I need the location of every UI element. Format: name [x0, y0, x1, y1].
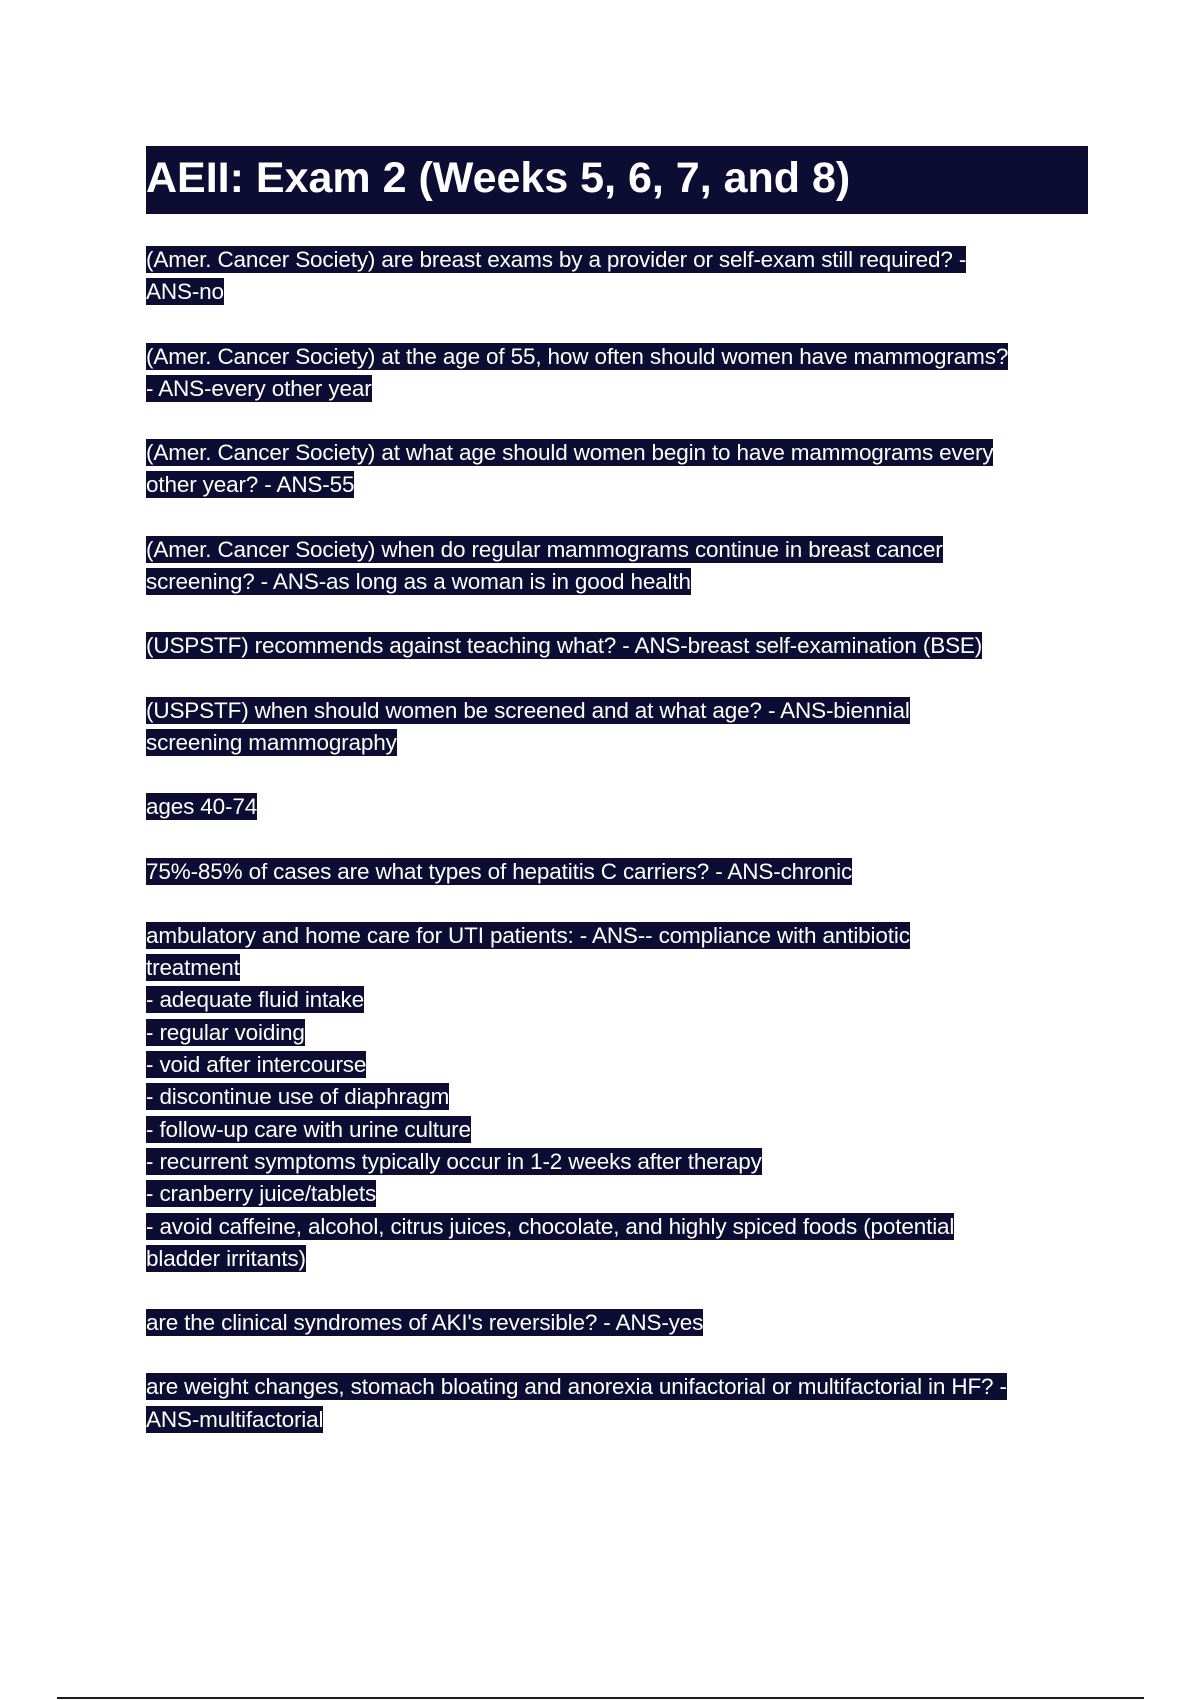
- qa-line: - regular voiding: [146, 1019, 305, 1045]
- qa-line-wrapper: [146, 791, 1096, 823]
- qa-line-wrapper: [146, 856, 1096, 888]
- qa-line: - discontinue use of diaphragm: [146, 1084, 450, 1110]
- qa-entry: [146, 856, 1096, 888]
- qa-line: ambulatory and home care for UTI patients: - ANS-- compliance with antibiotic: [146, 922, 910, 948]
- qa-line-wrapper: [146, 1371, 1096, 1403]
- qa-line: ages 40-74: [146, 794, 258, 820]
- qa-entry: [146, 437, 1096, 502]
- qa-entry: [146, 534, 1096, 599]
- qa-line: treatment: [146, 955, 240, 981]
- qa-line-wrapper: [146, 630, 1096, 662]
- qa-line-wrapper: [146, 1017, 1096, 1049]
- qa-entry: [146, 244, 1096, 309]
- qa-entry: [146, 791, 1096, 823]
- qa-line: - cranberry juice/tablets: [146, 1181, 377, 1207]
- qa-line: - adequate fluid intake: [146, 987, 364, 1013]
- qa-line-wrapper: [146, 534, 1096, 566]
- document-title: AEII: Exam 2 (Weeks 5, 6, 7, and 8): [146, 154, 851, 202]
- qa-line: (Amer. Cancer Society) are breast exams by a provider or self-exam still required? -: [146, 247, 967, 272]
- qa-line-wrapper: [146, 341, 1096, 373]
- qa-line-wrapper: [146, 1404, 1096, 1436]
- qa-line-wrapper: [146, 244, 1096, 276]
- qa-line-wrapper: [146, 1243, 1096, 1275]
- qa-entry: [146, 1307, 1096, 1339]
- qa-line: (Amer. Cancer Society) at the age of 55, how often should women have mammograms?: [146, 343, 1009, 369]
- qa-entry: [146, 920, 1096, 1275]
- qa-line: are the clinical syndromes of AKI's reversible? - ANS-yes: [146, 1310, 704, 1336]
- qa-line: (USPSTF) recommends against teaching what? - ANS-breast self-examination (BSE): [146, 633, 983, 659]
- qa-entry: [146, 341, 1096, 406]
- qa-line: bladder irritants): [146, 1245, 306, 1271]
- qa-line-wrapper: [146, 373, 1096, 405]
- qa-line-wrapper: [146, 566, 1096, 598]
- qa-list: [146, 244, 1096, 1468]
- qa-line-wrapper: [146, 1114, 1096, 1146]
- qa-line: are weight changes, stomach bloating and anorexia unifactorial or multifactorial in HF? -: [146, 1374, 1007, 1400]
- qa-line-wrapper: [146, 437, 1096, 469]
- qa-line: (Amer. Cancer Society) when do regular mammograms continue in breast cancer: [146, 536, 943, 562]
- qa-line-wrapper: [146, 920, 1096, 952]
- qa-line-wrapper: [146, 1081, 1096, 1113]
- qa-line: screening mammography: [146, 729, 397, 755]
- qa-line-wrapper: [146, 1307, 1096, 1339]
- qa-line: - recurrent symptoms typically occur in 1-2 weeks after therapy: [146, 1148, 762, 1174]
- qa-line-wrapper: [146, 276, 1096, 308]
- qa-line-wrapper: [146, 1146, 1096, 1178]
- qa-entry: [146, 1371, 1096, 1436]
- qa-line-wrapper: [146, 1211, 1096, 1243]
- qa-line: other year? - ANS-55: [146, 472, 355, 498]
- qa-line-wrapper: [146, 1178, 1096, 1210]
- qa-line: ANS-multifactorial: [146, 1406, 324, 1432]
- qa-line: 75%-85% of cases are what types of hepatitis C carriers? - ANS-chronic: [146, 858, 853, 884]
- qa-line: - ANS-every other year: [146, 375, 372, 401]
- qa-line: screening? - ANS-as long as a woman is in good health: [146, 569, 691, 595]
- footer-divider: [57, 1697, 1144, 1699]
- qa-line: - avoid caffeine, alcohol, citrus juices, chocolate, and highly spiced foods (potential: [146, 1213, 955, 1239]
- qa-entry: [146, 630, 1096, 662]
- qa-line: ANS-no: [146, 279, 224, 305]
- qa-line-wrapper: [146, 727, 1096, 759]
- qa-line-wrapper: [146, 1049, 1096, 1081]
- qa-line-wrapper: [146, 952, 1096, 984]
- qa-line: (Amer. Cancer Society) at what age should women begin to have mammograms every: [146, 440, 994, 466]
- qa-line-wrapper: [146, 984, 1096, 1016]
- qa-line-wrapper: [146, 695, 1096, 727]
- title-banner: [146, 146, 1088, 214]
- qa-line: - follow-up care with urine culture: [146, 1116, 471, 1142]
- qa-entry: [146, 695, 1096, 760]
- qa-line-wrapper: [146, 469, 1096, 501]
- qa-line: - void after intercourse: [146, 1052, 367, 1078]
- qa-line: (USPSTF) when should women be screened and at what age? - ANS-biennial: [146, 697, 910, 723]
